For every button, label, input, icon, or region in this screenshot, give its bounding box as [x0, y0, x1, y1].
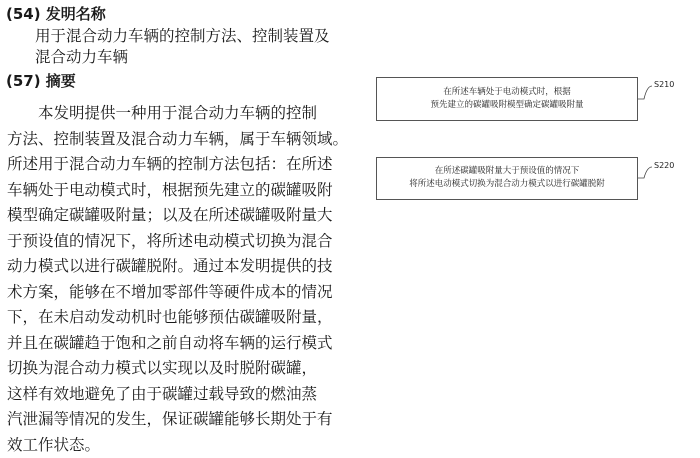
invention-title-line-2: 混合动力车辆 — [35, 47, 355, 68]
flow-step-text: 在所述碳罐吸附量大于预设值的情况下 — [377, 165, 637, 178]
invention-title-line-1: 用于混合动力车辆的控制方法、控制装置及 — [35, 26, 355, 47]
abstract-line: 所述用于混合动力车辆的控制方法包括：在所述 — [7, 152, 352, 178]
abstract-line: 车辆处于电动模式时，根据预先建立的碳罐吸附 — [7, 178, 352, 204]
abstract-line: 切换为混合动力模式以实现以及时脱附碳罐， — [7, 356, 352, 382]
flow-step-box-s220 — [376, 157, 638, 200]
flow-step-label-s210: S210 — [654, 80, 674, 89]
flow-step-label-s220: S220 — [654, 161, 674, 170]
abstract-line: 方法、控制装置及混合动力车辆，属于车辆领域。 — [7, 127, 352, 153]
invention-title — [35, 26, 355, 67]
flow-step-box-s210 — [376, 77, 638, 121]
flow-step-text: 在所述车辆处于电动模式时，根据 — [377, 86, 637, 99]
abstract-line: 于预设值的情况下，将所述电动模式切换为混合 — [7, 229, 352, 255]
abstract-line: 术方案，能够在不增加零部件等硬件成本的情况 — [7, 280, 352, 306]
abstract-body — [7, 101, 352, 458]
flow-step-text: 预先建立的碳罐吸附模型确定碳罐吸附量 — [377, 99, 637, 112]
abstract-line: 本发明提供一种用于混合动力车辆的控制 — [7, 101, 352, 127]
abstract-line: 汽泄漏等情况的发生，保证碳罐能够长期处于有 — [7, 407, 352, 433]
abstract-line: 并且在碳罐趋于饱和之前自动将车辆的运行模式 — [7, 331, 352, 357]
abstract-line: 下，在未启动发动机时也能够预估碳罐吸附量， — [7, 305, 352, 331]
step-leader-lines — [360, 0, 700, 431]
flow-step-text: 将所述电动模式切换为混合动力模式以进行碳罐脱附 — [377, 178, 637, 191]
abstract-heading: (57) 摘要 — [6, 71, 76, 91]
patent-text-column — [0, 0, 360, 431]
abstract-line: 动力模式以进行碳罐脱附。通过本发明提供的技 — [7, 254, 352, 280]
abstract-line: 这样有效地避免了由于碳罐过载导致的燃油蒸 — [7, 382, 352, 408]
abstract-line: 模型确定碳罐吸附量；以及在所述碳罐吸附量大 — [7, 203, 352, 229]
invention-title-heading: (54) 发明名称 — [6, 4, 106, 24]
abstract-line: 效工作状态。 — [7, 433, 352, 458]
method-flowchart — [360, 0, 700, 431]
